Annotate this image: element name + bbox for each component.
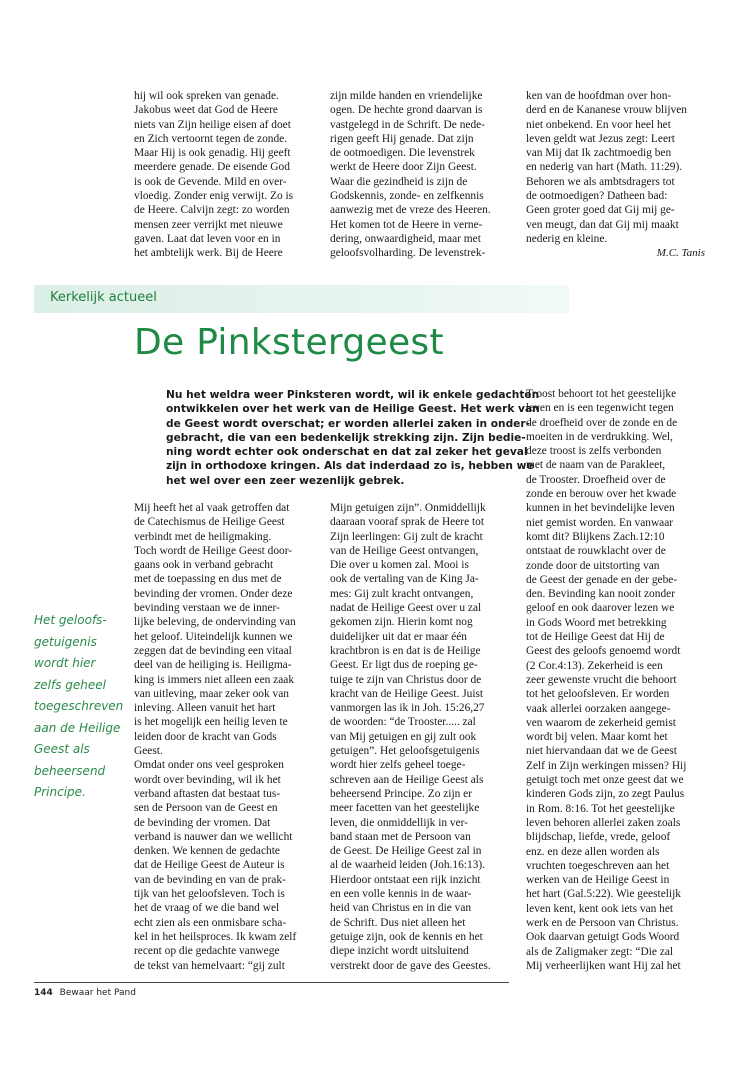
text-line: wordt hier <box>34 656 96 670</box>
text-line: werkt de Heere door Zijn Geest. <box>330 161 477 174</box>
text-line: ven meugt, dan dat Gij mij maakt <box>526 218 679 231</box>
text-line: Toch wordt de Heilige Geest door- <box>134 544 293 557</box>
section-label: Kerkelijk actueel <box>50 290 157 305</box>
text-line: getuigenis <box>34 634 97 649</box>
text-line: ontstaat de rouwklacht over de <box>526 545 666 558</box>
text-line: niet gemist worden. En vanwaar <box>526 516 674 529</box>
text-line: wordt hier zelfs geheel toege- <box>330 759 466 772</box>
text-line: vastgelegd in de Schrift. De nede- <box>330 118 485 131</box>
text-line: de Geest wordt overschat; er worden allerlei zaken in onder- <box>166 417 530 430</box>
text-line: van de bevinding en van de prak- <box>134 873 286 886</box>
text-line: dat de Heilige Geest de Auteur is <box>134 859 285 872</box>
body-column-1 <box>134 501 296 973</box>
text-line: de tekst van hemelvaart: “gij zult <box>134 959 285 972</box>
text-line: zonde door de uitstorting van <box>526 559 660 572</box>
text-line: Het komen tot de Heere in verne- <box>330 218 483 231</box>
text-line: ning wordt echter ook onderschat en dat zal zeker het geval <box>166 446 528 459</box>
text-line: in Gods Woord met betrekking <box>526 616 667 629</box>
text-line: komt dit? Blijkens Zach.12:10 <box>526 530 665 543</box>
text-line: het ambtelijk werk. Bij de Heere <box>134 247 283 260</box>
text-line: Mij verheerlijken want Hij zal het <box>526 959 681 972</box>
text-line: de bevinding der vromen. Dat <box>134 816 271 829</box>
text-line: zeer gewenste vrucht die behoort <box>526 673 677 686</box>
text-line: Hierdoor ontstaat een rijk inzicht <box>330 873 481 886</box>
text-line: van Mij dat Ik zachtmoedig ben <box>526 147 672 160</box>
text-line: verstrekt door de gave des Geestes. <box>330 959 491 972</box>
text-line: getuige zijn, ook de kennis en het <box>330 930 483 943</box>
article-intro <box>166 388 540 488</box>
text-line: en nederig van hart (Math. 11:29). <box>526 161 683 174</box>
text-line: gebracht, die van een bedenkelijk strekking zijn. Zijn bedie- <box>166 431 526 444</box>
text-line: Zelf in Zijn werkingen missen? Hij <box>526 759 687 772</box>
text-line: kunnen in het bevindelijke leven <box>526 502 675 515</box>
text-line: het wel over een zeer wezenlijk gebrek. <box>166 474 405 487</box>
text-line: verband is nauwer dan we wellicht <box>134 830 293 843</box>
text-line: zeggen dat de bevinding een vitaal <box>134 644 292 657</box>
text-line: wordt over bevinding, wil ik het <box>134 773 281 786</box>
text-line: met de toepassing en dus met de <box>134 573 282 586</box>
text-line: Behoren we als ambtsdragers tot <box>526 175 675 188</box>
text-line: werken van de Heilige Geest in <box>526 874 670 887</box>
publication-name: Bewaar het Pand <box>59 988 136 998</box>
text-line: Maar Hij is ook genadig. Hij geeft <box>134 147 291 160</box>
text-line: tot het geloofsleven. Er worden <box>526 688 670 701</box>
text-line: Geest. <box>134 745 163 758</box>
text-line: den. Bevinding kan nooit zonder <box>526 588 675 601</box>
text-line: Geen groter goed dat Gij mij ge- <box>526 204 675 217</box>
text-line: Die over u komen zal. Mooi is <box>330 559 469 572</box>
text-line: de Geest. De Heilige Geest zal in <box>330 845 482 858</box>
text-line: het hart (Gal.5:22). Wie geestelijk <box>526 888 681 901</box>
text-line: niets van Zijn heilige eisen af doet <box>134 118 291 131</box>
article-title: De Pinkstergeest <box>134 322 444 363</box>
text-line: van uitleving, maar zeker ook van <box>134 687 289 700</box>
text-line: dering, onwaardigheid, maar met <box>330 232 481 245</box>
text-line: Troost behoort tot het geestelijke <box>526 388 677 400</box>
page-number: 144 <box>34 988 53 998</box>
body-column-3 <box>526 387 686 973</box>
text-line: de ootmoedigen? Datheen bad: <box>526 190 668 203</box>
text-line: sen de Persoon van de Geest en <box>134 802 278 815</box>
text-line: kracht van de Heilige Geest. Juist <box>330 687 484 700</box>
text-line: Jakobus weet dat God de Heere <box>134 104 278 117</box>
text-line: leiden door de kracht van Gods <box>134 730 277 743</box>
text-line: nederig en kleine. <box>526 232 608 245</box>
text-line: verbindt met de heiligmaking. <box>134 530 272 543</box>
text-line: de Trooster. Droefheid over de <box>526 473 666 486</box>
text-line: Waar die gezindheid is zijn de <box>330 175 468 188</box>
text-line: Zijn leerlingen: Gij zult de kracht <box>330 530 483 543</box>
text-line: ontwikkelen over het werk van de Heilige Geest. Het werk van <box>166 403 540 416</box>
text-line: de Schrift. Dus niet alleen het <box>330 916 466 929</box>
text-line: leven kent, kent ook iets van het <box>526 902 674 915</box>
text-line: echt zien als een onmisbare scha- <box>134 916 287 929</box>
text-line: mes: Gij zult kracht ontvangen, <box>330 587 474 600</box>
text-line: het de vraag of we die band wel <box>134 902 280 915</box>
footer-rule <box>34 982 509 983</box>
text-line: bevinding verstaan we de inner- <box>134 602 280 615</box>
text-line: Nu het weldra weer Pinksteren wordt, wil ik enkele gedachten <box>166 389 540 401</box>
text-line: vloedig. Zonder enig verwijt. Zo is <box>134 190 294 203</box>
text-line: tuige te zijn van Christus door de <box>330 673 482 686</box>
pull-quote <box>34 610 123 804</box>
text-line: het geloof. Uiteindelijk kunnen we <box>134 630 293 643</box>
text-line: de ootmoedigen. Die levenstrek <box>330 147 475 160</box>
text-line: krachtbron is en dat is de Heilige <box>330 644 481 657</box>
text-line: heid van Christus en in die van <box>330 902 472 915</box>
text-line: deel van de heiliging is. Heiligma- <box>134 659 292 672</box>
text-line: van de Heilige Geest ontvangen, <box>330 544 479 557</box>
text-line: leven behoren allerlei zaken zoals <box>526 816 681 829</box>
text-line: en een volle kennis in de waar- <box>330 888 472 901</box>
text-line: leven en is een tegenwicht tegen <box>526 402 674 415</box>
text-line: kel in het heilsproces. Ik kwam zelf <box>134 930 297 943</box>
text-line: geloofsvolharding. De levenstrek- <box>330 247 486 260</box>
text-line: kinderen Gods zijn, zo zegt Paulus <box>526 788 685 801</box>
text-line: aanwezig met de vreze des Heeren. <box>330 204 491 217</box>
text-line: diepe inzicht wordt uitsluitend <box>330 945 469 958</box>
text-line: niet hiervandaan dat we de Geest <box>526 745 677 758</box>
text-line: toegeschreven <box>34 699 124 713</box>
text-line: ken van de hoofdman over hon- <box>526 90 672 102</box>
top-column-2 <box>330 89 491 261</box>
text-line: geloof en ook daarover lezen we <box>526 602 675 615</box>
text-line: Godskennis, zonde- en zelfkennis <box>330 190 484 203</box>
text-line: zelfs geheel <box>34 677 107 692</box>
text-line: schreven aan de Heilige Geest als <box>330 773 484 786</box>
text-line: gaans ook in verband gebracht <box>134 559 274 572</box>
text-line: bevinding der vromen. Onder deze <box>134 587 293 600</box>
text-line: ven waarom de zekerheid gemist <box>526 716 676 729</box>
text-line: Principe. <box>34 785 86 799</box>
text-line: (2 Cor.4:13). Zekerheid is een <box>526 659 663 672</box>
text-line: beheersend Principe. Zo zijn er <box>330 787 473 800</box>
top-column-1 <box>134 89 293 261</box>
text-line: meer facetten van het geestelijke <box>330 802 480 815</box>
text-line: verband aftasten dat bestaat tus- <box>134 787 281 800</box>
text-line: denken. We kennen de gedachte <box>134 845 280 858</box>
text-line: nadat de Heilige Geest over u zal <box>330 602 482 615</box>
text-line: rigen geeft Hij genade. Dat zijn <box>330 132 474 145</box>
text-line: al de waarheid leiden (Joh.16:13). <box>330 859 485 872</box>
text-line: hij wil ook spreken van genade. <box>134 90 279 102</box>
text-line: meerdere genade. De eisende God <box>134 161 290 174</box>
text-line: zijn milde handen en vriendelijke <box>330 90 483 102</box>
author-signature: M.C. Tanis <box>656 247 705 259</box>
text-line: daaraan vooraf sprak de Heere tot <box>330 516 485 529</box>
text-line: Omdat onder ons veel gesproken <box>134 759 284 772</box>
text-line: tijk van het geloofsleven. Toch is <box>134 888 285 901</box>
text-line: vaak allerlei oorzaken aangege- <box>526 702 671 715</box>
text-line: de droefheid over de zonde en de <box>526 416 678 429</box>
text-line: beheersend <box>34 763 106 778</box>
text-line: Geest des geloofs genoemd wordt <box>526 645 681 658</box>
text-line: de Catechismus de Heilige Geest <box>134 516 285 529</box>
text-line: als de Zaligmaker zegt: “Die zal <box>526 945 674 958</box>
text-line: enz. en deze allen worden als <box>526 845 660 858</box>
page-footer <box>34 988 136 998</box>
text-line: Geest als <box>34 742 90 756</box>
text-line: leven geldt wat Jezus zegt: Leert <box>526 132 675 145</box>
text-line: Geest. Er ligt dus de roeping ge- <box>330 659 478 672</box>
text-line: werk en de Persoon van Christus. <box>526 916 679 929</box>
text-line: zijn in orthodoxe kringen. Als dat inderdaad zo is, hebben we <box>166 460 534 473</box>
text-line: wordt bij velen. Maar komt het <box>526 731 668 744</box>
body-column-2 <box>330 501 491 973</box>
text-line: aan de Heilige <box>34 720 121 735</box>
text-line: is het mogelijk een heilig leven te <box>134 716 288 729</box>
text-line: deze troost is zelfs verbonden <box>526 445 662 458</box>
text-line: leven, die onmiddellijk in ver- <box>330 816 469 829</box>
text-line: vruchten toegeschreven aan het <box>526 859 670 872</box>
text-line: Mijn getuigen zijn”. Onmiddellijk <box>330 502 486 514</box>
top-column-3 <box>526 89 687 246</box>
text-line: derd en de Kananese vrouw blijven <box>526 104 687 117</box>
text-line: ogen. De hechte grond daarvan is <box>330 104 483 117</box>
text-line: lijke beleving, de ondervinding van <box>134 616 296 629</box>
text-line: Ook daarvan getuigt Gods Woord <box>526 931 680 944</box>
text-line: de Geest der genade en der gebe- <box>526 573 678 586</box>
text-line: moeiten in de verdrukking. Wel, <box>526 430 673 443</box>
text-line: de woorden: “de Trooster..... zal <box>330 716 476 729</box>
text-line: ook de vertaling van de King Ja- <box>330 573 479 586</box>
text-line: band staan met de Persoon van <box>330 830 471 843</box>
text-line: blijdschap, liefde, vrede, geloof <box>526 831 671 844</box>
text-line: tot de Heilige Geest dat Hij de <box>526 631 665 644</box>
text-line: getuigt toch met onze geest dat we <box>526 774 684 787</box>
text-line: recent op die gedachte vanwege <box>134 945 280 958</box>
text-line: van Mij getuigen en gij zult ook <box>330 730 477 743</box>
text-line: king is immers niet alleen een zaak <box>134 673 295 686</box>
text-line: inleving. Alleen vanuit het hart <box>134 702 276 715</box>
text-line: in Rom. 8:16. Tot het geestelijke <box>526 802 675 815</box>
text-line: Het geloofs- <box>34 613 107 627</box>
text-line: mensen zeer verrijkt met nieuwe <box>134 218 283 231</box>
text-line: gekomen zijn. Hierin komt nog <box>330 616 473 629</box>
text-line: gaven. Laat dat leven voor en in <box>134 232 281 245</box>
text-line: vanmorgen las ik in Joh. 15:26,27 <box>330 702 485 715</box>
text-line: met de naam van de Parakleet, <box>526 459 666 472</box>
text-line: en Zich vertoornt tegen de zonde. <box>134 132 288 145</box>
text-line: Mij heeft het al vaak getroffen dat <box>134 502 290 514</box>
text-line: getuigen”. Het geloofsgetuigenis <box>330 745 480 758</box>
text-line: zonde en berouw over het kwade <box>526 488 677 501</box>
text-line: niet onbekend. En voor heel het <box>526 118 671 131</box>
text-line: duidelijker uit dat er maar één <box>330 630 467 643</box>
text-line: de Heere. Calvijn zegt: zo worden <box>134 204 290 217</box>
text-line: is ook de Gevende. Mild en over- <box>134 175 287 188</box>
